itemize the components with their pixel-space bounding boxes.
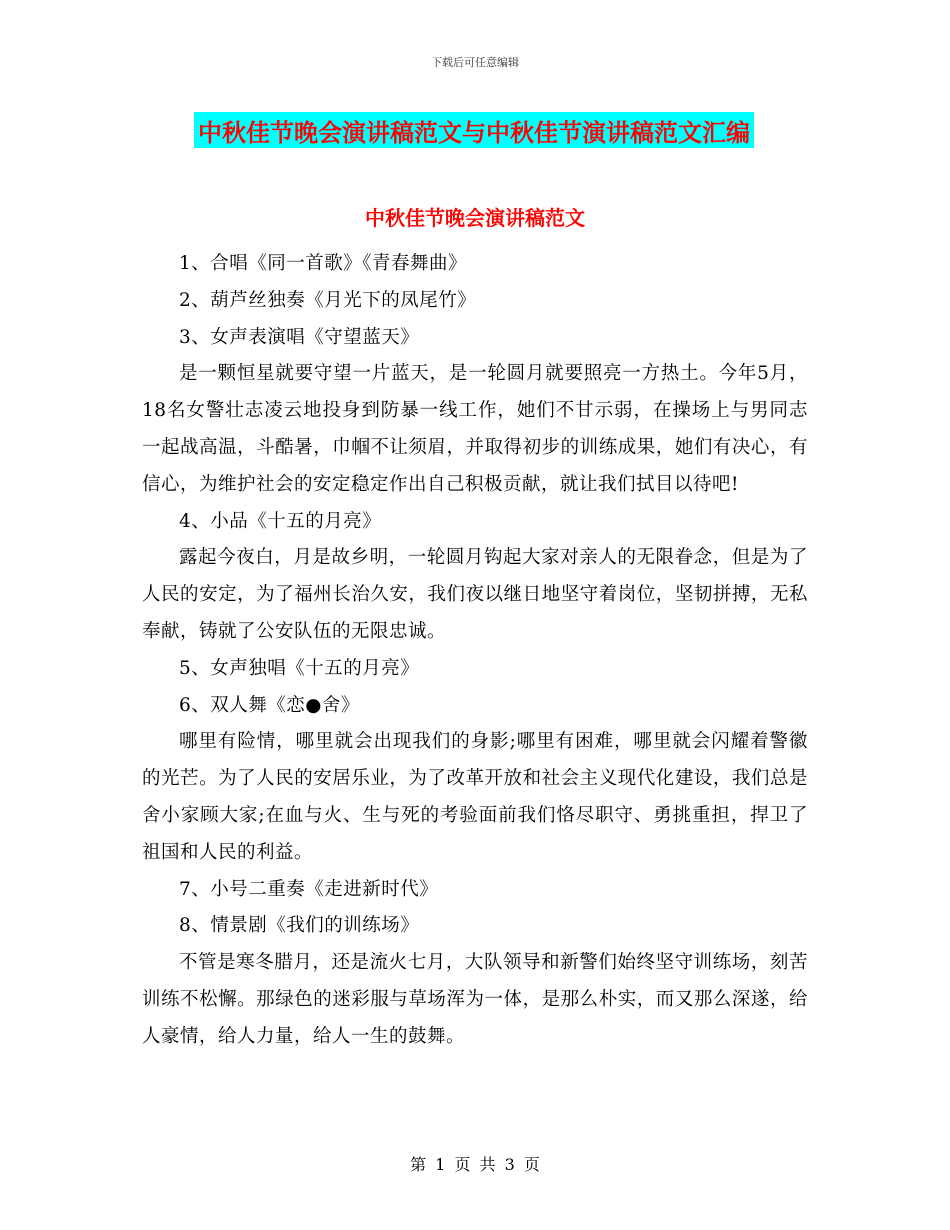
page-footer: 第 1 页 共 3 页	[410, 1155, 540, 1174]
main-title: 中秋佳节晚会演讲稿范文与中秋佳节演讲稿范文汇编	[198, 118, 750, 147]
body-content	[142, 246, 808, 1056]
program-item: 1、合唱《同一首歌》《青春舞曲》	[179, 253, 468, 274]
section-title: 中秋佳节晚会演讲稿范文	[365, 206, 585, 230]
program-description: 是一颗恒星就要守望一片蓝天，是一轮圆月就要照亮一方热土。今年5月，18名女警壮志凌云地投身到防暴一线工作，她们不甘示弱，在操场上与男同志一起战高温，斗酷暑，巾帼不让须眉，并取得初步的训练成果，她们有决心，有信心，为维护社会的安定稳定作出自己积极贡献，就让我们拭目以待吧!	[142, 363, 808, 495]
program-description: 露起今夜白，月是故乡明，一轮圆月钩起大家对亲人的无限眷念，但是为了人民的安定，为了福州长治久安，我们夜以继日地坚守着岗位，坚韧拼搏，无私奉献，铸就了公安队伍的无限忠诚。	[142, 547, 808, 642]
program-description: 哪里有险情，哪里就会出现我们的身影;哪里有困难，哪里就会闪耀着警徽的光芒。为了人民的安居乐业，为了改革开放和社会主义现代化建设，我们总是舍小家顾大家;在血与火、生与死的考验面前我们恪尽职守、勇挑重担，捍卫了祖国和人民的利益。	[142, 731, 808, 863]
program-item: 4、小品《十五的月亮》	[179, 510, 382, 532]
program-description: 不管是寒冬腊月，还是流火七月，大队领导和新警们始终坚守训练场，刻苦训练不松懈。那绿色的迷彩服与草场浑为一体，是那么朴实，而又那么深遂，给人豪情，给人力量，给人一生的鼓舞。	[142, 952, 808, 1047]
main-title-highlight	[194, 112, 754, 148]
program-item: 7、小号二重奏《走进新时代》	[179, 878, 439, 900]
program-item: 8、情景剧《我们的训练场》	[179, 915, 420, 937]
header-note: 下载后可任意编辑	[431, 56, 519, 69]
program-item: 2、葫芦丝独奏《月光下的凤尾竹》	[179, 289, 477, 311]
program-item: 3、女声表演唱《守望蓝天》	[179, 326, 420, 348]
program-item: 5、女声独唱《十五的月亮》	[179, 657, 420, 679]
program-item: 6、双人舞《恋●舍》	[179, 694, 360, 716]
